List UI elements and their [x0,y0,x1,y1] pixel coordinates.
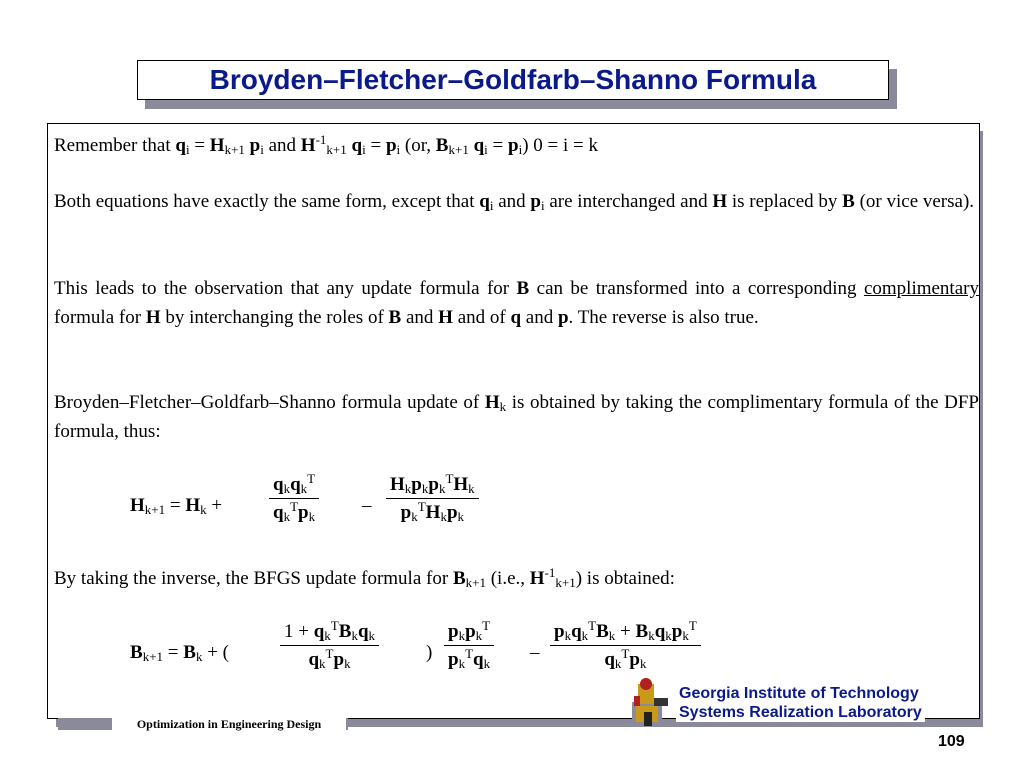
paragraph-inverse: By taking the inverse, the BFGS update formula for $B_{k+1}$ (i.e., $H^{-1}_{k+1}$) is obtained: [54,565,675,590]
institution-line-2: Systems Realization Laboratory [679,704,922,721]
content-box [47,123,980,719]
footer-label: Optimization in Engineering Design [112,713,346,735]
slide-title: Broyden–Fletcher–Goldfarb–Shanno Formula [209,64,817,95]
equation-hk1-fraction-1: $q_kq_k^T$ $q_k^Tp_k$ [269,474,319,524]
equation-hk1-fraction-2: $H_kp_kp_k^TH_k$ $p_k^TH_kp_k$ [386,474,479,524]
paragraph-same-form: Both equations have exactly the same form, except that $q_i$ and $p_i$ are interchanged and H is replaced by B (or vice versa). [54,191,975,213]
equation-bk1-close-paren: ) [426,642,433,663]
institution-line-1: Georgia Institute of Technology [679,685,919,702]
paragraph-observation: This leads to the observation that any update formula for B can be transformed into a corresponding complimentary formula for H by interchanging the roles of B and H and of q and p. The reverse is also true. [54,278,979,328]
equation-bk1-lhs: $B_{k+1} = B_k$ + ( [130,642,229,664]
equation-bk1-fraction-3: $p_kq_k^TB_k + B_kq_kp_k^T$ $q_k^Tp_k$ [550,621,701,671]
page-number: 109 [938,733,965,750]
paragraph-remember: Remember that $q_i = H_{k+1}$ $p_i$ and $H^{-1}_{k+1}$ $q_i = p_i$ (or, $B_{k+1}$ $q_i = p_i$) 0 = i = k [54,132,598,157]
georgia-tech-logo-icon [630,676,670,728]
equation-bk1-fraction-1: $1 + q_k^TB_kq_k$ $q_k^Tp_k$ [280,621,379,671]
equation-bk1-minus: – [530,642,540,663]
paragraph-bfgs-hk: Broyden–Fletcher–Goldfarb–Shanno formula update of $H_k$ is obtained by taking the complimentary formula of the DFP formula, thus: [54,392,980,442]
equation-hk1-lhs: $H_{k+1} = H_k$ + [130,495,223,517]
equation-bk1-fraction-2: $p_kp_k^T$ $p_k^Tq_k$ [444,621,494,671]
institution-label [676,684,925,722]
title-box [137,60,889,100]
equation-hk1-minus: – [362,495,372,516]
